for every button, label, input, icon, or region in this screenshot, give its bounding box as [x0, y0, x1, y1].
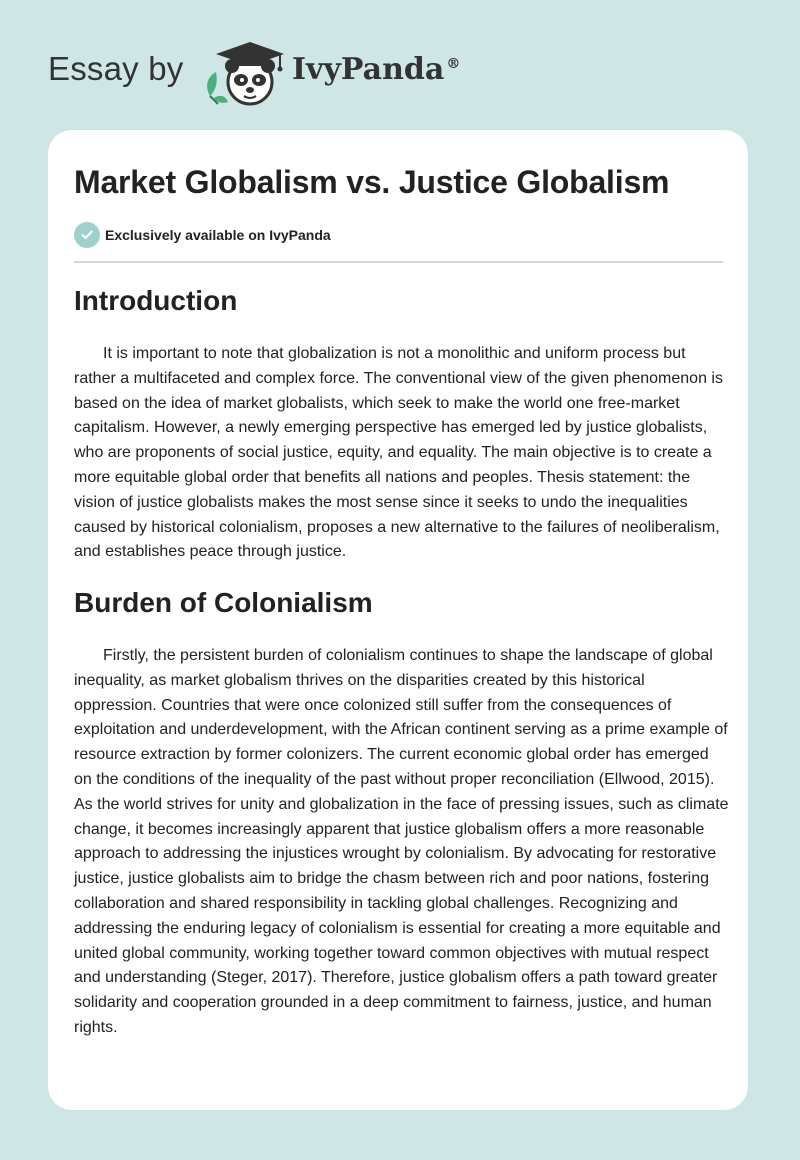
panda-logo-icon[interactable]	[200, 36, 290, 108]
brand-name[interactable]: IvyPanda ®	[292, 52, 461, 87]
section-heading-burden-of-colonialism: Burden of Colonialism	[74, 587, 373, 618]
essay-by-label: Essay by	[48, 50, 184, 87]
leaf-icon	[207, 72, 228, 104]
site-header	[0, 0, 800, 130]
essay-card	[48, 130, 748, 1110]
divider	[74, 261, 723, 263]
badge-label: Exclusively available on IvyPanda	[105, 227, 331, 243]
registered-mark: ®	[446, 56, 461, 72]
section-paragraph-introduction: It is important to note that globalization is not a monolithic and uniform process but rather a multifaceted and complex force. The conventional view of the given phenomenon is based on the idea of market globalists, which seek to make the world one free-market capitalism. However, a newly emerging perspective has emerged led by justice globalists, who are proponents of social justice, equity, and equality. The main objective is to create a more equitable global order that benefits all nations and peoples. Thesis statement: the vision of justice globalists makes the most sense since it seeks to undo the inequalities caused by historical colonialism, proposes a new alternative to the failures of neoliberalism, and establishes peace through justice.	[74, 345, 723, 561]
section-heading-introduction: Introduction	[74, 285, 238, 316]
check-circle-icon	[74, 222, 100, 248]
section-paragraph-burden-of-colonialism: Firstly, the persistent burden of colonialism continues to shape the landscape of global inequality, as market globalism thrives on the disparities created by this historical oppression. Countries that were once colonized still suffer from the consequences of exploitation and underdevelopment, with the African continent serving as a prime example of resource extraction by former colonizers. The current economic global order has emerged on the conditions of the inequality of the past without proper reconciliation (Ellwood, 2015). As the world strives for unity and globalization in the face of pressing issues, such as climate change, it becomes increasingly apparent that justice globalism offers a more reasonable approach to addressing the injustices wrought by colonialism. By advocating for restorative justice, justice globalists aim to bridge the chasm between rich and poor nations, fostering collaboration and shared responsibility in tackling global challenges. Recognizing and addressing the enduring legacy of colonialism is essential for creating a more equitable and united global community, working together toward common objectives with mutual respect and understanding (Steger, 2017). Therefore, justice globalism offers a path toward greater solidarity and cooperation grounded in a deep commitment to fairness, justice, and human rights.	[74, 647, 729, 1036]
exclusive-badge	[74, 222, 331, 248]
essay-title: Market Globalism vs. Justice Globalism	[74, 164, 670, 200]
